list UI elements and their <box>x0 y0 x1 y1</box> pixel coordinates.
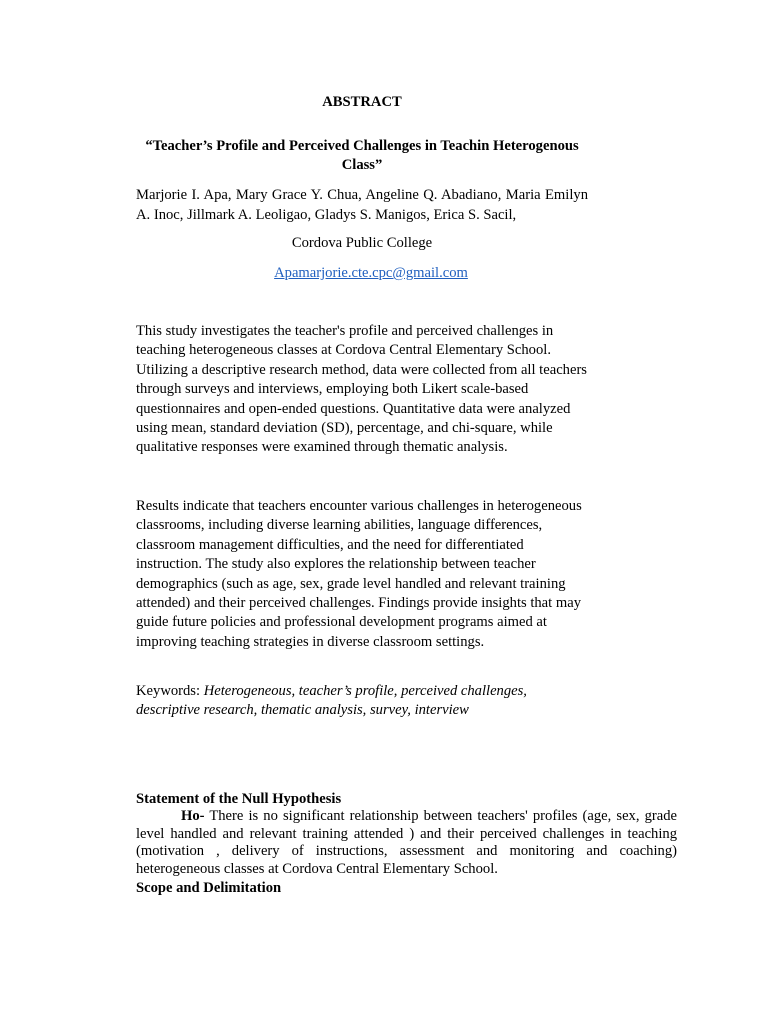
abstract-paragraph-2: Results indicate that teachers encounter various challenges in heterogeneous classrooms, including diverse learning abilities, language differences, classroom management difficulties, and the need for differentiated instruction. The study also explores the relationship between teacher demographics (such as age, sex, grade level handled and relevant training attended) and their perceived challenges. Findings provide insights that may guide future policies and professional development programs aimed at improving teaching strategies in diverse classroom settings. <box>136 498 582 650</box>
abstract-paragraph-1: This study investigates the teacher's profile and perceived challenges in teaching heterogeneous classes at Cordova Central Elementary School. Utilizing a descriptive research method, data were collected from all teachers through surveys and interviews, employing both Likert scale-based questionnaires and open-ended questions. Quantitative data were analyzed using mean, standard deviation (SD), percentage, and chi-square, while qualitative responses were examined through thematic analysis. <box>136 323 587 456</box>
null-hypothesis-heading: Statement of the Null Hypothesis <box>136 791 342 807</box>
paper-title: “Teacher’s Profile and Perceived Challenges in Teachin Heterogenous Class” <box>145 138 579 173</box>
abstract-heading: ABSTRACT <box>322 94 402 110</box>
keywords <box>136 682 592 721</box>
null-hypothesis-label: Ho- <box>181 808 205 824</box>
null-hypothesis-text: There is no significant relationship between teachers' profiles (age, sex, grade level handled and relevant training attended ) and their perceived challenges in teaching (motivation , delivery of instructions, assessment and monitoring and coaching) heterogeneous classes at Cordova Central Elementary School. <box>136 808 677 878</box>
scope-heading: Scope and Delimitation <box>136 880 282 896</box>
email-line <box>136 264 606 282</box>
keywords-list: Heterogeneous, teacher’s profile, perceived challenges, descriptive research, thematic analysis, survey, interview <box>136 683 527 719</box>
author-list: Marjorie I. Apa, Mary Grace Y. Chua, Angeline Q. Abadiano, Maria Emilyn A. Inoc, Jillmark A. Leoligao, Gladys S. Manigos, Erica S. Sacil, <box>136 187 588 223</box>
email-link[interactable]: Apamarjorie.cte.cpc@gmail.com <box>274 265 468 281</box>
affiliation: Cordova Public College <box>291 235 433 251</box>
keywords-label: Keywords: <box>136 683 204 699</box>
null-hypothesis-statement <box>136 808 677 879</box>
